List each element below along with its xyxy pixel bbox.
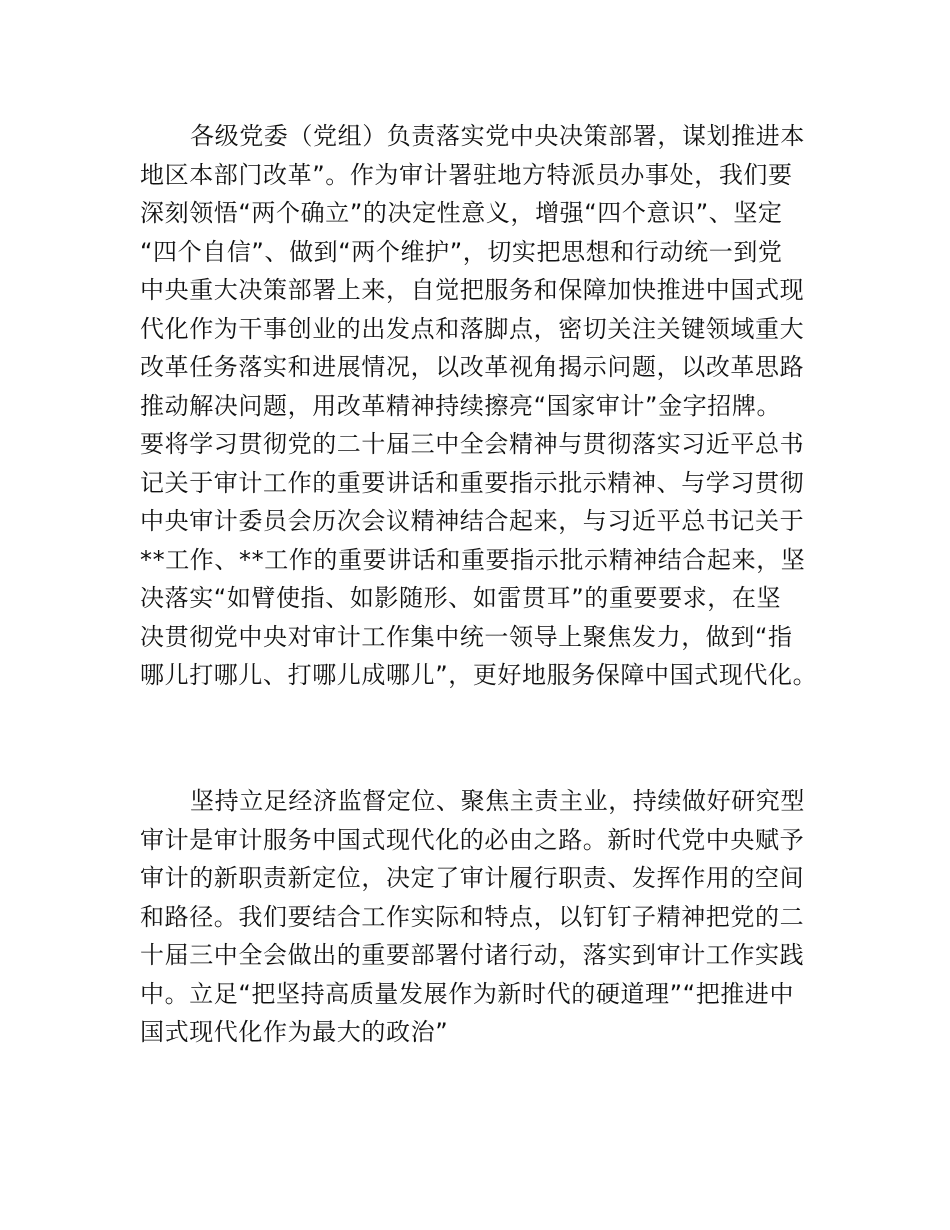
paragraph-line: 推动解决问题，用改革精神持续擦亮“国家审计”金字招牌。 <box>140 391 782 420</box>
paragraph-line: 决贯彻党中央对审计工作集中统一领导上聚焦发力，做到“指 <box>140 622 793 651</box>
paragraph-line: 哪儿打哪儿、打哪儿成哪儿”，更好地服务保障中国式现代化。 <box>140 661 818 689</box>
paragraph-line: 审计的新职责新定位，决定了审计履行职责、发挥作用的空间 <box>140 864 805 892</box>
paragraph-line: 各级党委（党组）负责落实党中央决策部署，谋划推进本 <box>190 122 805 150</box>
paragraph-line: 和路径。我们要结合工作实际和特点，以钉钉子精神把党的二 <box>140 902 805 931</box>
paragraph-line: 记关于审计工作的重要讲话和重要指示批示精神、与学习贯彻 <box>140 468 805 497</box>
paragraph-line: 国式现代化作为最大的政治” <box>140 1018 449 1046</box>
paragraph-line: 要将学习贯彻党的二十届三中全会精神与贯彻落实习近平总书 <box>140 430 805 458</box>
paragraph-line: “四个自信”、做到“两个维护”，切实把思想和行动统一到党 <box>140 237 783 266</box>
paragraph-line: 十届三中全会做出的重要部署付诸行动，落实到审计工作实践 <box>140 941 805 969</box>
paragraph-line: 决落实“如臂使指、如影随形、如雷贯耳”的重要要求，在坚 <box>140 584 782 612</box>
paragraph-line: 深刻领悟“两个确立”的决定性意义，增强“四个意识”、坚定 <box>140 199 783 227</box>
paragraph-line: 中央审计委员会历次会议精神结合起来，与习近平总书记关于 <box>140 507 805 535</box>
paragraph-line: 地区本部门改革”。作为审计署驻地方特派员办事处，我们要 <box>140 160 793 189</box>
paragraph-line: 坚持立足经济监督定位、聚焦主责主业，持续做好研究型 <box>190 787 805 815</box>
paragraph-line: 代化作为干事创业的出发点和落脚点，密切关注关键领域重大 <box>140 314 805 343</box>
paragraph-line: 审计是审计服务中国式现代化的必由之路。新时代党中央赋予 <box>140 825 805 854</box>
paragraph-line: 中央重大决策部署上来，自觉把服务和保障加快推进中国式现 <box>140 276 805 304</box>
paragraph-line: 改革任务落实和进展情况，以改革视角揭示问题，以改革思路 <box>140 353 805 381</box>
paragraph-1 <box>140 117 820 695</box>
paragraph-line: 中。立足“把坚持高质量发展作为新时代的硬道理”“把推进中 <box>140 979 795 1008</box>
paragraph-line: **工作、**工作的重要讲话和重要指示批示精神结合起来，坚 <box>140 545 806 574</box>
paragraph-2 <box>140 782 820 1052</box>
